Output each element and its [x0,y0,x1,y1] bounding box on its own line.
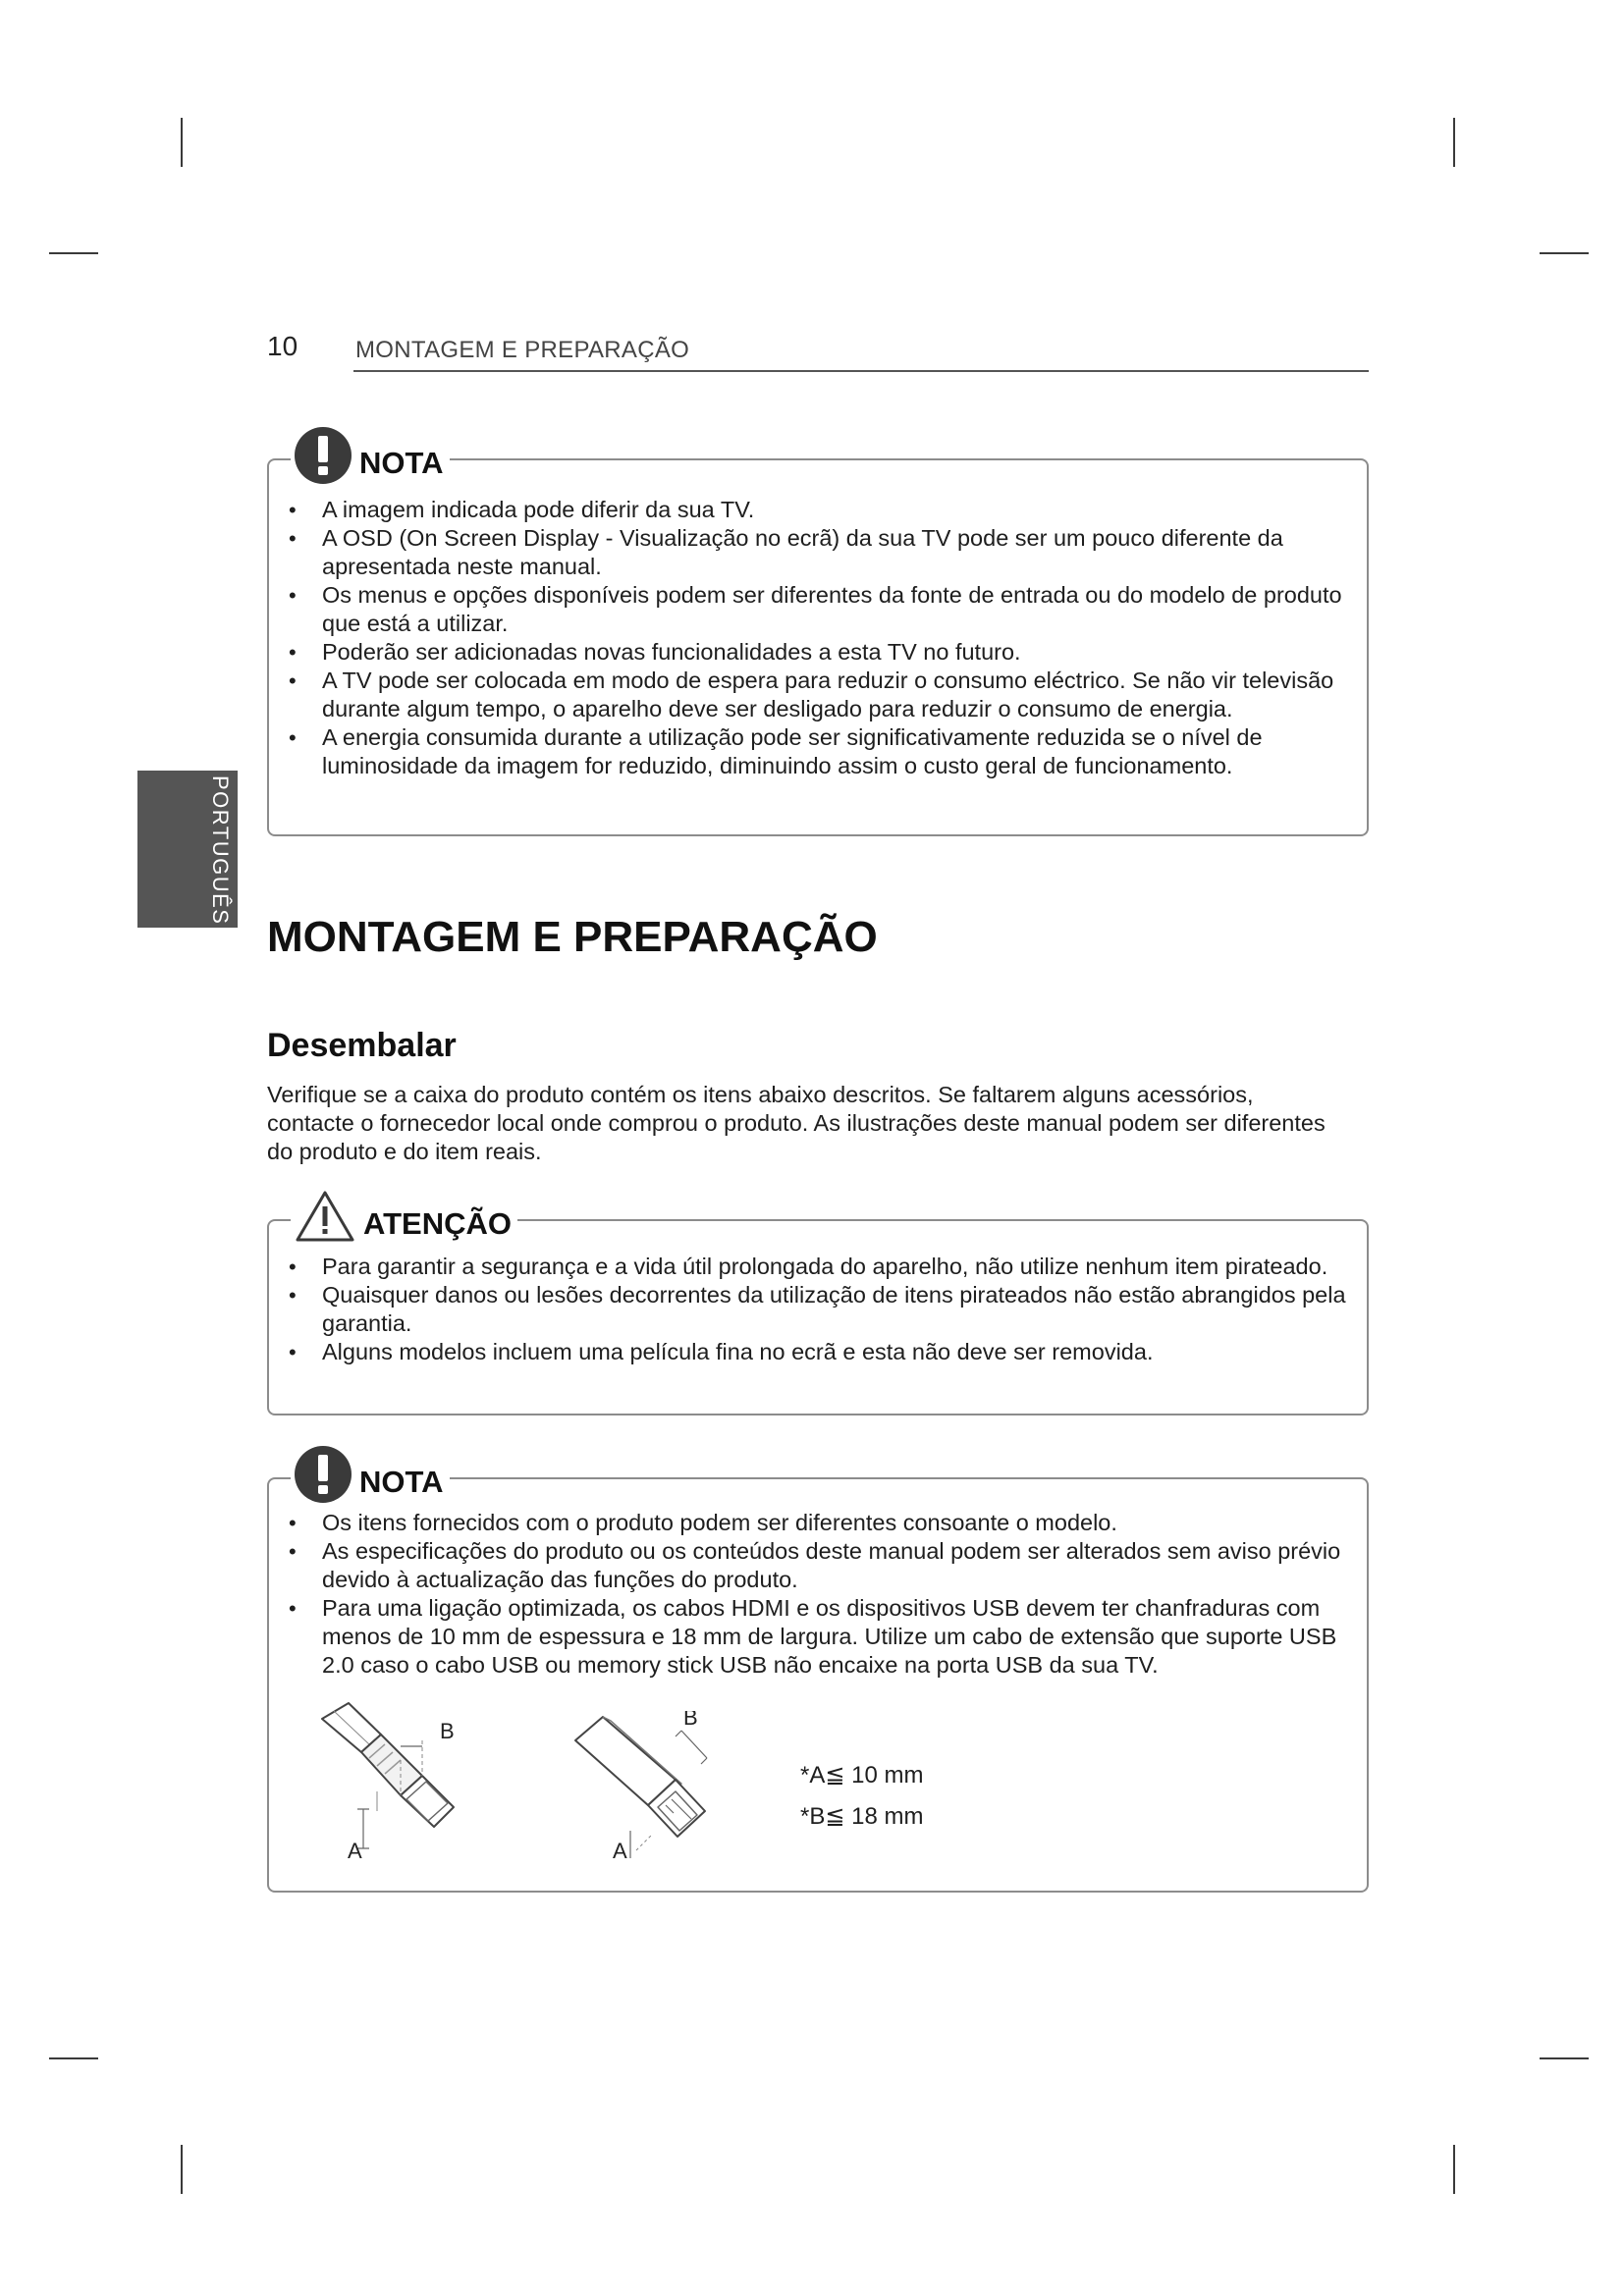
dimension-label-b: B [440,1719,455,1743]
dimension-b-limit: *B≦ 18 mm [800,1803,924,1830]
crop-mark [181,118,183,167]
language-tab-label: PORTUGUÊS [208,775,233,926]
caution-item: • Alguns modelos incluem uma película fina no ecrã e esta não deve ser removida. [269,1338,1367,1366]
page-number: 10 [267,331,298,361]
caution-item: • Para garantir a segurança e a vida útil prolongada do aparelho, não utilize nenhum item pirateado. [269,1253,1367,1281]
caution-list [269,1253,1367,1366]
intro-paragraph: Verifique se a caixa do produto contém os itens abaixo descritos. Se faltarem alguns acessórios, contacte o fornecedor local onde comprou o produto. As ilustrações deste manual podem ser diferentes do produto e do item reais. [267,1082,1326,1164]
crop-mark [181,2145,183,2194]
note-item: • A imagem indicada pode diferir da sua TV. [269,496,1367,524]
note-box-top [267,446,1369,836]
subsection-title: Desembalar [267,1027,457,1064]
note-item: • A OSD (On Screen Display - Visualização no ecrã) da sua TV pode ser um pouco diferente da apresentada neste manual. [269,524,1367,581]
warning-triangle-icon [295,1190,355,1243]
note-item: • Poderão ser adicionadas novas funcionalidades a esta TV no futuro. [269,638,1367,667]
crop-mark [1540,252,1589,254]
exclamation-icon [295,1446,352,1503]
note-list [269,496,1367,780]
dimension-a-limit: *A≦ 10 mm [800,1762,924,1789]
note-box-header [291,1445,450,1504]
note-box-header [291,426,450,485]
caution-title: ATENÇÃO [363,1206,512,1241]
note-item: • Os menus e opções disponíveis podem ser diferentes da fonte de entrada ou do modelo de produto que está a utilizar. [269,581,1367,638]
crop-mark [1540,2057,1589,2059]
crop-mark [49,2057,98,2059]
note-title: NOTA [359,446,444,480]
exclamation-icon [295,427,352,484]
crop-mark [49,252,98,254]
note-item: • Para uma ligação optimizada, os cabos HDMI e os dispositivos USB devem ter chanfraduras com menos de 10 mm de espessura e 18 mm de largura. Utilize um cabo de extensão que suporte USB 2.0 caso o cabo USB ou memory stick USB não encaixe na porta USB da sua TV. [269,1594,1367,1680]
dimension-label-a: A [348,1839,362,1863]
dimension-label-b: B [683,1711,698,1730]
note-title: NOTA [359,1465,444,1499]
caution-box [267,1206,1369,1415]
section-title: MONTAGEM E PREPARAÇÃO [267,913,878,961]
note-item: • Os itens fornecidos com o produto podem ser diferentes consoante o modelo. [269,1509,1367,1537]
note-item: • A energia consumida durante a utilização pode ser significativamente reduzida se o nível de luminosidade da imagem for reduzido, diminuindo assim o custo geral de funcionamento. [269,723,1367,780]
caution-box-header [291,1187,517,1246]
note-list [269,1509,1367,1680]
hdmi-plug-illustration [304,1701,501,1863]
usb-stick-illustration [568,1711,725,1863]
header-title: MONTAGEM E PREPARAÇÃO [355,337,690,363]
crop-mark [1453,118,1455,167]
note-item: • As especificações do produto ou os conteúdos deste manual podem ser alterados sem aviso prévio devido à actualização das funções do produto. [269,1537,1367,1594]
dimension-label-a: A [613,1839,627,1863]
header-rule [353,370,1369,372]
page-header [267,331,1369,372]
note-item: • A TV pode ser colocada em modo de espera para reduzir o consumo eléctrico. Se não vir televisão durante algum tempo, o aparelho deve ser desligado para reduzir o consumo de energia. [269,667,1367,723]
crop-mark [1453,2145,1455,2194]
caution-item: • Quaisquer danos ou lesões decorrentes da utilização de itens pirateados não estão abrangidos pela garantia. [269,1281,1367,1338]
